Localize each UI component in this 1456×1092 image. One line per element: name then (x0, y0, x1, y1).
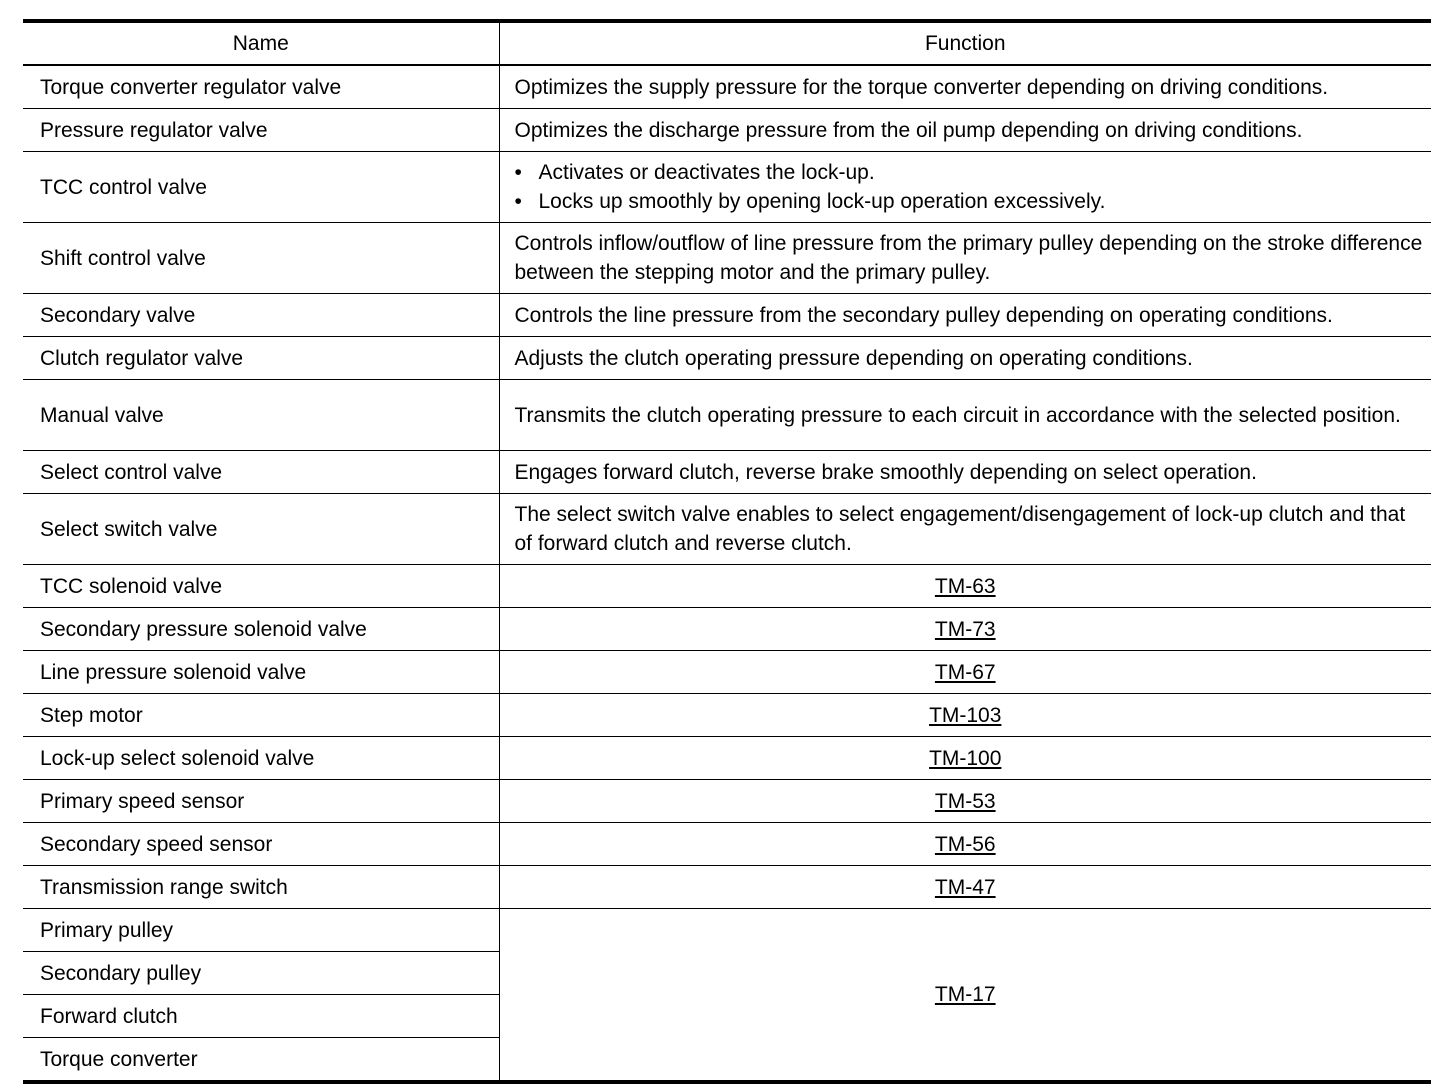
row-name: Lock-up select solenoid valve (23, 737, 499, 780)
row-name: Select switch valve (23, 494, 499, 565)
row-reference (499, 565, 1431, 608)
table-row (23, 823, 1431, 866)
row-name: TCC control valve (23, 152, 499, 223)
row-function (499, 152, 1431, 223)
row-reference (499, 608, 1431, 651)
reference-link[interactable]: TM-73 (934, 617, 996, 641)
function-bullet-item: • Locks up smoothly by opening lock-up operation excessively. (515, 187, 1424, 216)
table-row (23, 65, 1431, 109)
table-row (23, 380, 1431, 451)
table-row (23, 866, 1431, 909)
row-function: Optimizes the supply pressure for the torque converter depending on driving conditions. (499, 65, 1431, 109)
table-row (23, 337, 1431, 380)
row-function: Engages forward clutch, reverse brake smoothly depending on select operation. (499, 451, 1431, 494)
function-bullet-list (515, 158, 1424, 216)
row-name: Forward clutch (23, 995, 499, 1038)
row-reference (499, 694, 1431, 737)
reference-link[interactable]: TM-47 (934, 875, 996, 899)
row-reference (499, 651, 1431, 694)
row-function: Optimizes the discharge pressure from the oil pump depending on driving conditions. (499, 109, 1431, 152)
components-function-table (23, 19, 1431, 1084)
row-reference (499, 780, 1431, 823)
reference-link[interactable]: TM-67 (934, 660, 996, 684)
table-row (23, 451, 1431, 494)
column-header-function: Function (499, 21, 1431, 65)
table-row (23, 909, 1431, 952)
row-name: Manual valve (23, 380, 499, 451)
reference-link[interactable]: TM-103 (929, 703, 1002, 727)
row-name: Select control valve (23, 451, 499, 494)
row-reference (499, 909, 1431, 1083)
row-name: Secondary valve (23, 294, 499, 337)
table-row (23, 608, 1431, 651)
table-row (23, 737, 1431, 780)
row-function: The select switch valve enables to select engagement/disengagement of lock-up clutch and that of forward clutch and reverse clutch. (499, 494, 1431, 565)
table-row (23, 494, 1431, 565)
table-row (23, 223, 1431, 294)
row-name: Pressure regulator valve (23, 109, 499, 152)
row-function: Controls the line pressure from the secondary pulley depending on operating conditions. (499, 294, 1431, 337)
table-header-row (23, 21, 1431, 65)
row-name: Primary speed sensor (23, 780, 499, 823)
row-name: Line pressure solenoid valve (23, 651, 499, 694)
row-function: Controls inflow/outflow of line pressure from the primary pulley depending on the stroke difference between the stepping motor and the primary pulley. (499, 223, 1431, 294)
row-name: Primary pulley (23, 909, 499, 952)
table-row (23, 651, 1431, 694)
row-name: Clutch regulator valve (23, 337, 499, 380)
reference-link[interactable]: TM-100 (929, 746, 1002, 770)
table-row (23, 109, 1431, 152)
reference-link[interactable]: TM-63 (934, 574, 996, 598)
row-name: Shift control valve (23, 223, 499, 294)
table-row (23, 565, 1431, 608)
table-row (23, 294, 1431, 337)
column-header-name: Name (23, 21, 499, 65)
row-name: Secondary pulley (23, 952, 499, 995)
row-name: Torque converter (23, 1038, 499, 1083)
row-name: Transmission range switch (23, 866, 499, 909)
row-reference (499, 866, 1431, 909)
reference-link[interactable]: TM-56 (934, 832, 996, 856)
reference-link[interactable]: TM-53 (934, 789, 996, 813)
row-reference (499, 823, 1431, 866)
row-name: Secondary pressure solenoid valve (23, 608, 499, 651)
row-reference (499, 737, 1431, 780)
row-name: TCC solenoid valve (23, 565, 499, 608)
row-function: Adjusts the clutch operating pressure depending on operating conditions. (499, 337, 1431, 380)
row-name: Secondary speed sensor (23, 823, 499, 866)
row-name: Torque converter regulator valve (23, 65, 499, 109)
table-row (23, 152, 1431, 223)
function-bullet-item: • Activates or deactivates the lock-up. (515, 158, 1424, 187)
reference-link[interactable]: TM-17 (934, 983, 996, 1006)
row-name: Step motor (23, 694, 499, 737)
row-function: Transmits the clutch operating pressure to each circuit in accordance with the selected position. (499, 380, 1431, 451)
table-row (23, 694, 1431, 737)
table-row (23, 780, 1431, 823)
